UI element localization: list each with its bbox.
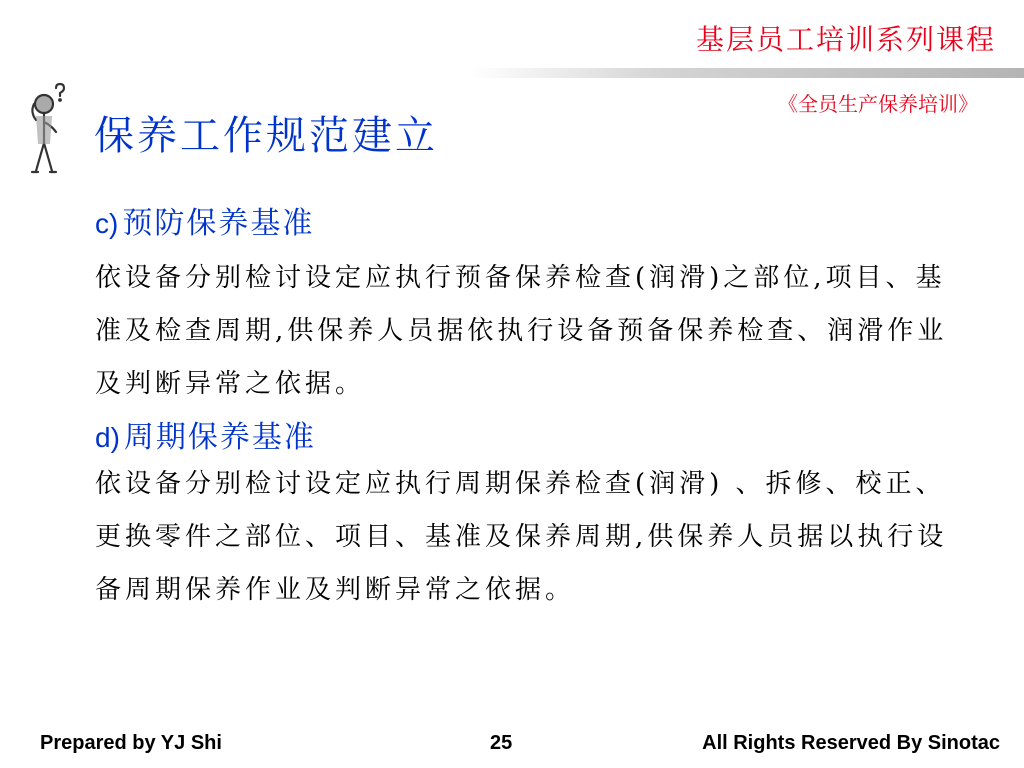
section-heading-text: 预防保养基准 (122, 206, 315, 241)
header-divider-bar (470, 68, 1024, 78)
section-heading-c (95, 198, 314, 242)
slide-title: 保养工作规范建立 (94, 113, 438, 159)
footer-rights: All Rights Reserved By Sinotac (702, 732, 1000, 754)
section-marker: c) (95, 208, 119, 239)
section-marker: d) (95, 422, 120, 453)
page-number: 25 (490, 732, 513, 754)
footer-prepared-by: Prepared by YJ Shi (40, 732, 222, 754)
section-body-c: 依设备分别检讨设定应执行预备保养检查(润滑)之部位,项目、基准及检查周期,供保养人员据依执行设备预备保养检查、润滑作业及判断异常之依据。 (95, 263, 948, 399)
course-series-title: 基层员工培训系列课程 (695, 23, 996, 56)
section-body-d: 依设备分别检讨设定应执行周期保养检查(润滑) 、拆修、校正、更换零件之部位、项目、基准及保养周期,供保养人员据以执行设备周期保养作业及判断异常之依据。 (95, 469, 948, 605)
section-heading-d (95, 412, 316, 456)
section-heading-text: 周期保养基准 (123, 420, 316, 455)
course-subtitle: 《全员生产保养培训》 (778, 92, 978, 116)
thinking-person-icon (22, 82, 80, 176)
